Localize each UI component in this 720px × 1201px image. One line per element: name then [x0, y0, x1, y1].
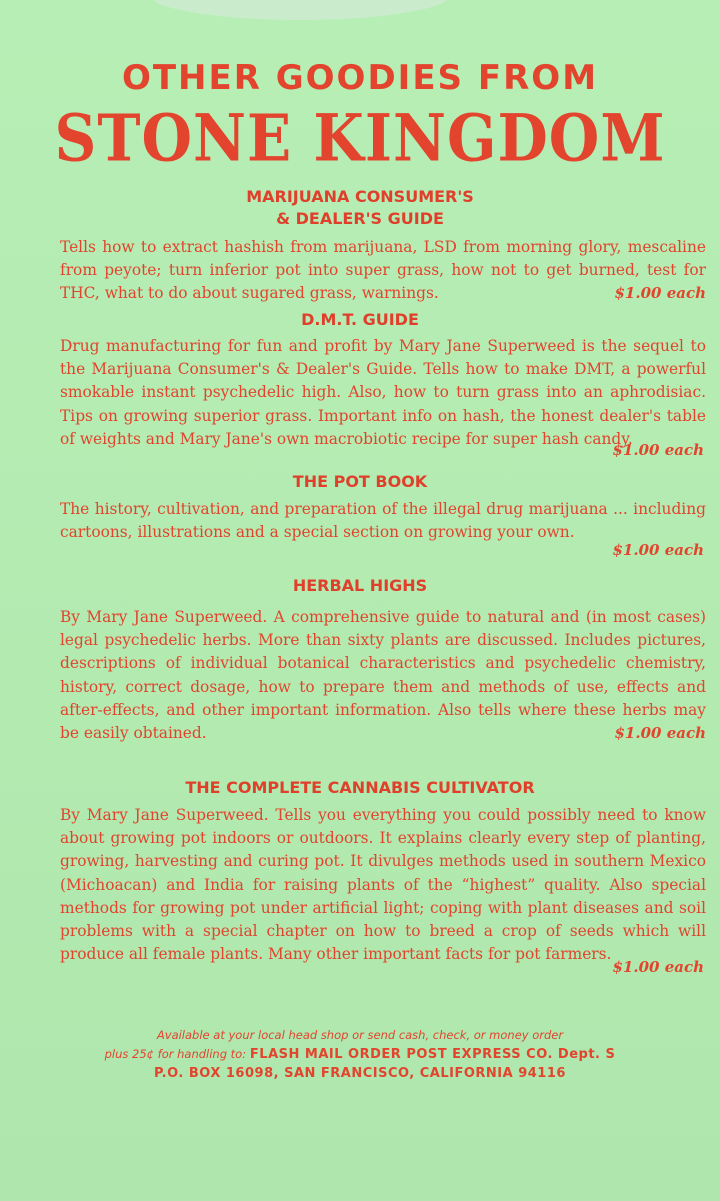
section-title-consumers-guide [0, 186, 720, 230]
top-shadow [150, 0, 450, 20]
header-title-line1: OTHER GOODIES FROM [121, 58, 599, 98]
footer-address: P.O. BOX 16098, SAN FRANCISCO, CALIFORNIA 94116 [154, 1066, 566, 1081]
price-label: $1.00 each [614, 284, 706, 303]
section-title-line2: & DEALER'S GUIDE [276, 209, 444, 228]
footer-company-name: FLASH MAIL ORDER POST EXPRESS CO. Dept. S [249, 1047, 616, 1062]
section-body-pot-book: The history, cultivation, and preparation of the illegal drug marijuana ... including cartoons, illustrations and a special section on growing your own. [60, 500, 706, 542]
footer-line2-italic: plus 25¢ for handling to: [104, 1047, 247, 1061]
header-title-line2: STONE KINGDOM [54, 99, 666, 177]
section-body-dmt-guide: Drug manufacturing for fun and profit by Mary Jane Superweed is the sequel to the Marijuana Consumer's & Dealer's Guide. Tells how to make DMT, a powerful smokable instant psychedelic high. Also, how to turn grass into an aphrodisiac. Tips on growing superior grass. Important info on hash, the honest dealer's table of weights and Mary Jane's own macrobiotic recipe for super hash candy. [60, 337, 706, 448]
price-label: $1.00 each [614, 724, 706, 743]
price-label: $1.00 each [612, 541, 704, 559]
footer-line2 [0, 1045, 720, 1064]
section-body-herbal-highs [60, 606, 706, 745]
section-body-cannabis-cultivator: By Mary Jane Superweed. Tells you everything you could possibly need to know about growing pot indoors or outdoors. It explains clearly every step of planting, growing, harvesting and curing pot. It divulges methods used in southern Mexico (Michoacan) and India for raising plants of the “highest” quality. Also special methods for growing pot under artificial light; coping with plant diseases and soil problems with a special chapter on how to breed a crop of seeds which will produce all female plants. Many other important facts for pot farmers. [60, 806, 706, 964]
section-title-dmt-guide: D.M.T. GUIDE [301, 310, 419, 329]
section-body-consumers-guide [60, 236, 706, 306]
section-body-text: Tells how to extract hashish from marijuana, LSD from morning glory, mescaline from peyote; turn inferior pot into super grass, how not to get burned, test for THC, what to do about sugared grass, warnings. [60, 238, 706, 303]
section-title-line1: MARIJUANA CONSUMER'S [246, 187, 474, 206]
price-label: $1.00 each [612, 958, 704, 976]
section-title-pot-book: THE POT BOOK [292, 472, 428, 491]
section-title-herbal-highs: HERBAL HIGHS [292, 576, 428, 595]
section-body-text: By Mary Jane Superweed. A comprehensive guide to natural and (in most cases) legal psychedelic herbs. More than sixty plants are discussed. Includes pictures, descriptions of individual botanical characteristics and psychedelic chemistry, history, correct dosage, how to prepare them and methods of use, effects and after-effects, and other important information. Also tells where these herbs may be easily obtained. [60, 608, 706, 743]
section-title-cannabis-cultivator: THE COMPLETE CANNABIS CULTIVATOR [185, 778, 535, 797]
footer-ordering-info [0, 1026, 720, 1083]
footer-line1: Available at your local head shop or send cash, check, or money order [156, 1028, 564, 1042]
price-label: $1.00 each [612, 441, 704, 459]
